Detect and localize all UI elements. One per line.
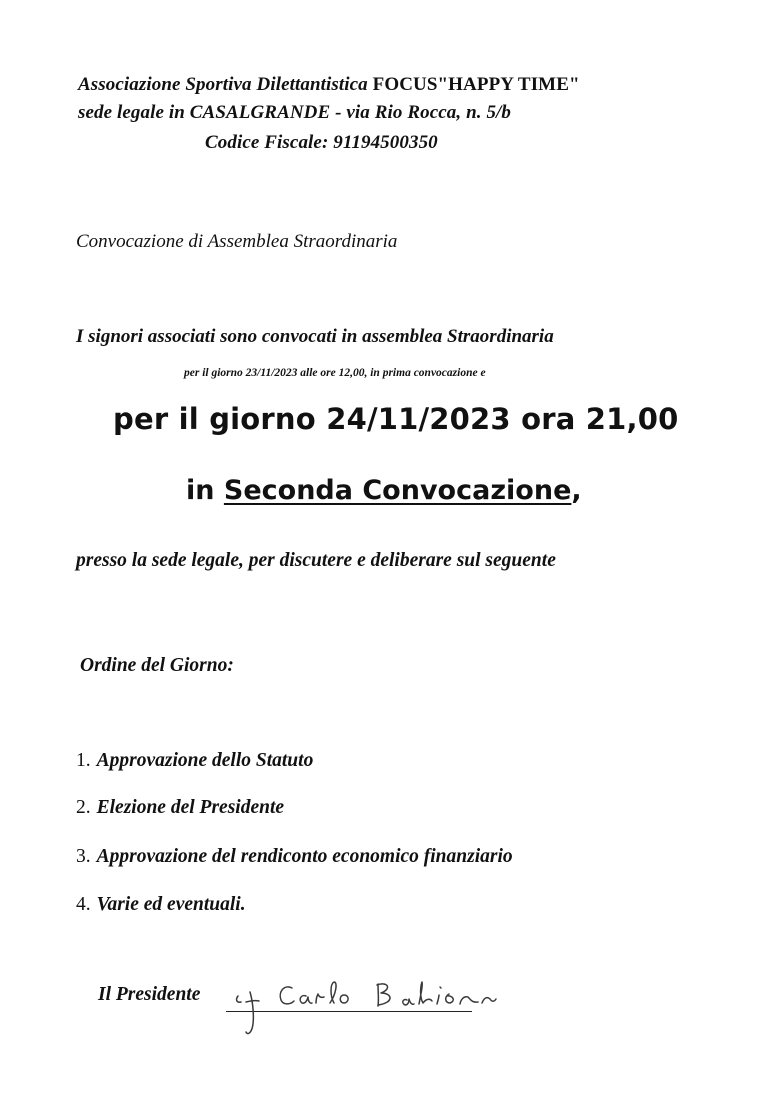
registered-office: sede legale in CASALGRANDE - via Rio Rocca, n. 5/b xyxy=(78,102,512,123)
second-call-suffix: , xyxy=(571,475,582,506)
agenda-item xyxy=(76,750,313,772)
agenda-item-number: 2. xyxy=(76,797,91,818)
agenda-item-number: 3. xyxy=(76,846,91,867)
agenda-item-number: 1. xyxy=(76,750,91,771)
agenda-item-text: Approvazione dello Statuto xyxy=(96,750,314,771)
first-call-text: per il giorno 23/11/2023 alle ore 12,00, in prima convocazione e xyxy=(184,367,486,379)
agenda-title: Ordine del Giorno: xyxy=(80,655,234,676)
agenda-item xyxy=(76,894,246,916)
convocation-title: Convocazione di Assemblea Straordinaria xyxy=(76,231,398,252)
association-name: FOCUS"HAPPY TIME" xyxy=(372,74,580,95)
agenda-item-number: 4. xyxy=(76,894,91,915)
agenda-item-text: Elezione del Presidente xyxy=(96,797,285,818)
second-call-prefix: in xyxy=(186,475,224,506)
association-name-line xyxy=(78,74,580,96)
handwritten-signature xyxy=(226,972,516,1044)
agenda-item-text: Approvazione del rendiconto economico finanziario xyxy=(96,846,513,867)
association-type: Associazione Sportiva Dilettantistica xyxy=(78,74,373,95)
agenda-item xyxy=(76,797,284,819)
agenda-item-text: Varie ed eventuali. xyxy=(96,894,246,915)
agenda-item xyxy=(76,846,513,868)
second-call-date: per il giorno 24/11/2023 ora 21,00 xyxy=(113,402,679,436)
president-label: Il Presidente xyxy=(98,984,201,1005)
second-call-line xyxy=(186,475,582,506)
location-text: presso la sede legale, per discutere e deliberare sul seguente xyxy=(76,550,556,571)
second-call-label: Seconda Convocazione xyxy=(223,475,572,506)
tax-code: Codice Fiscale: 91194500350 xyxy=(205,132,438,153)
intro-text: I signori associati sono convocati in assemblea Straordinaria xyxy=(76,326,554,347)
